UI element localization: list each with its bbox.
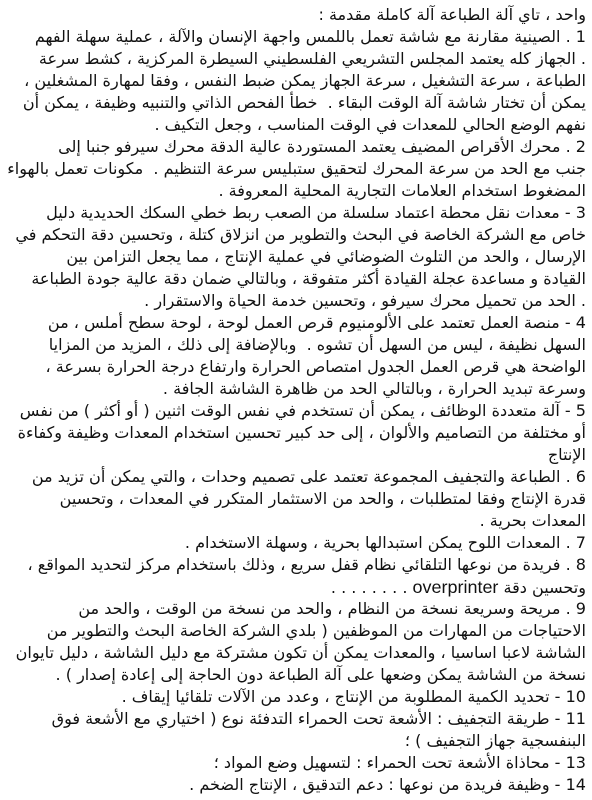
list-item-2 [4, 136, 586, 202]
intro-heading: واحد ، تاي آلة الطباعة آلة كاملة مقدمة : [318, 5, 586, 24]
text-line: 5 - آلة متعددة الوظائف ، يمكن أن تستخدم في نفس الوقت اثنين ( أو أكثر ) من نفس [19, 401, 586, 420]
text-line: نسخة من الشاشة يمكن وضعها على آلة الطباعة دون الحاجة إلى إعادة إصدار ) . [55, 665, 586, 684]
list-item-5 [4, 400, 586, 466]
text-line: 3 - معدات نقل محطة اعتماد سلسلة من الصعب ربط خطي السكك الحديدية دليل [46, 203, 586, 222]
text-line: الاحتياجات من المهارات من الموظفين ( بلدي الشركة الخاصة البحث والتطوير من [46, 621, 586, 640]
text-line: 13 - محاذاة الأشعة تحت الحمراء : لتسهيل وضع المواد ؛ [213, 753, 586, 772]
text-line: 14 - وظيفة فريدة من نوعها : دعم التدقيق ، الإنتاج الضخم . [189, 775, 586, 794]
text-line: . الجهاز كله يعتمد المجلس التشريعي الفلسطيني السيطرة المركزية ، كشط سرعة [38, 49, 586, 68]
text-line: الإنتاج [547, 445, 586, 464]
text-line: الطباعة ، سرعة التشغيل ، سرعة الجهاز يمكن ضبط النفس ، وفقا لمهارة المشغلين ، [24, 71, 586, 90]
list-item-8 [4, 554, 586, 598]
list-item-4 [4, 312, 586, 400]
text-line: . الحد من تحميل محرك سيرفو ، وتحسين خدمة الحياة والاستقرار . [144, 291, 586, 310]
list-item-14 [4, 774, 586, 796]
text-line: 9 . مريحة وسريعة نسخة من النظام ، والحد من نسخة من الوقت ، والحد من [78, 599, 586, 618]
text-line: الشاشة لاعبا اساسيا ، والمعدات يمكن أن تكون مشتركة مع دليل الشاشة ، دليل تايوان [15, 643, 586, 662]
text-line: البنفسجية جهاز التجفيف ) ؛ [404, 731, 586, 750]
text-line: 8 . فريدة من نوعها التلقائي نظام قفل سريع ، وذلك باستخدام مركز لتحديد المواقع ، [27, 555, 586, 574]
text-line: السهل نظيفة ، ليس من السهل أن تشوه . وبالإضافة إلى ذلك ، المزيد من المزايا [48, 335, 586, 354]
text-line: المضغوط استخدام العلامات التجارية المحلية المعروفة . [218, 181, 586, 200]
list-item-11 [4, 708, 586, 752]
text-line: خاص مع الشركة الخاصة في البحث والتطوير من انزلاق كتلة ، وتحسين دقة التحكم في [15, 225, 586, 244]
latin-term: overprinter [412, 577, 499, 597]
text-line: 11 - طريقة التجفيف : الأشعة تحت الحمراء التدفئة نوع ( اختياري مع الأشعة فوق [51, 709, 586, 728]
list-item-6 [4, 466, 586, 532]
text-line: 1 . الصينية مقارنة مع شاشة تعمل باللمس واجهة الإنسان والآلة ، عملية سهلة الفهم [34, 27, 586, 46]
text-line: المعدات بحرية . [479, 511, 586, 530]
text-line: القيادة و مساعدة عجلة القيادة أكثر متفوقة ، وبالتالي ضمان دقة عالية جودة الطباعة [31, 269, 586, 288]
trailing-dots: . . . . . . . . [330, 578, 408, 597]
list-item-10 [4, 686, 586, 708]
list-item-1 [4, 26, 586, 136]
text-line: وسرعة تبديد الحرارة ، وبالتالي الحد من ظاهرة الشاشة الجافة . [162, 379, 586, 398]
text-line: نفهم الوضع الحالي للمعدات في الوقت المناسب ، وجعل التكيف . [154, 115, 586, 134]
text-line: قدرة الإنتاج وفقا لمتطلبات ، والحد من الاستثمار المتكرر في المعدات ، وتحسين [59, 489, 586, 508]
text-line: 6 . الطباعة والتجفيف المجموعة تعتمد على تصميم وحدات ، والتي يمكن أن تزيد من [31, 467, 586, 486]
list-item-3 [4, 202, 586, 312]
text-line: أو مختلفة من التصاميم والألوان ، إلى حد كبير تحسين استخدام المعدات وظيفة وكفاءة [17, 423, 586, 442]
text-line: الواضحة هي قرص العمل الجدول امتصاص الحرارة وارتفاع درجة الحرارة بسرعة ، [45, 357, 586, 376]
text-line: 10 - تحديد الكمية المطلوبة من الإنتاج ، وعدد من الآلات تلقائيا إيقاف . [121, 687, 586, 706]
list-item-13 [4, 752, 586, 774]
text-line: يمكن أن تختار شاشة آلة الوقت البقاء . خطأ الفحص الذاتي والتنبيه وظيفة ، يمكن أن [22, 93, 586, 112]
text-line: الإرسال ، والحد من التلوث الضوضائي في عملية الإنتاج ، مما يجعل التزامن بين [66, 247, 586, 266]
list-item-7 [4, 532, 586, 554]
line-text: وتحسين دقة [503, 578, 586, 597]
text-line: 2 . محرك الأقراص المضيف يعتمد المستوردة عالية الدقة محرك سيرفو جنبا إلى [58, 137, 586, 156]
text-line: 7 . المعدات اللوح يمكن استبدالها بحرية ، وسهلة الاستخدام . [184, 533, 586, 552]
text-line [4, 576, 586, 598]
list-item-9 [4, 598, 586, 686]
text-line: 4 - منصة العمل تعتمد على الألومنيوم قرص العمل لوحة ، لوحة سطح أملس ، من [47, 313, 586, 332]
text-line: جنب مع الحد من سرعة المحرك لتحقيق ستبليس سرعة التنظيم . مكونات تعمل بالهواء [7, 159, 586, 178]
